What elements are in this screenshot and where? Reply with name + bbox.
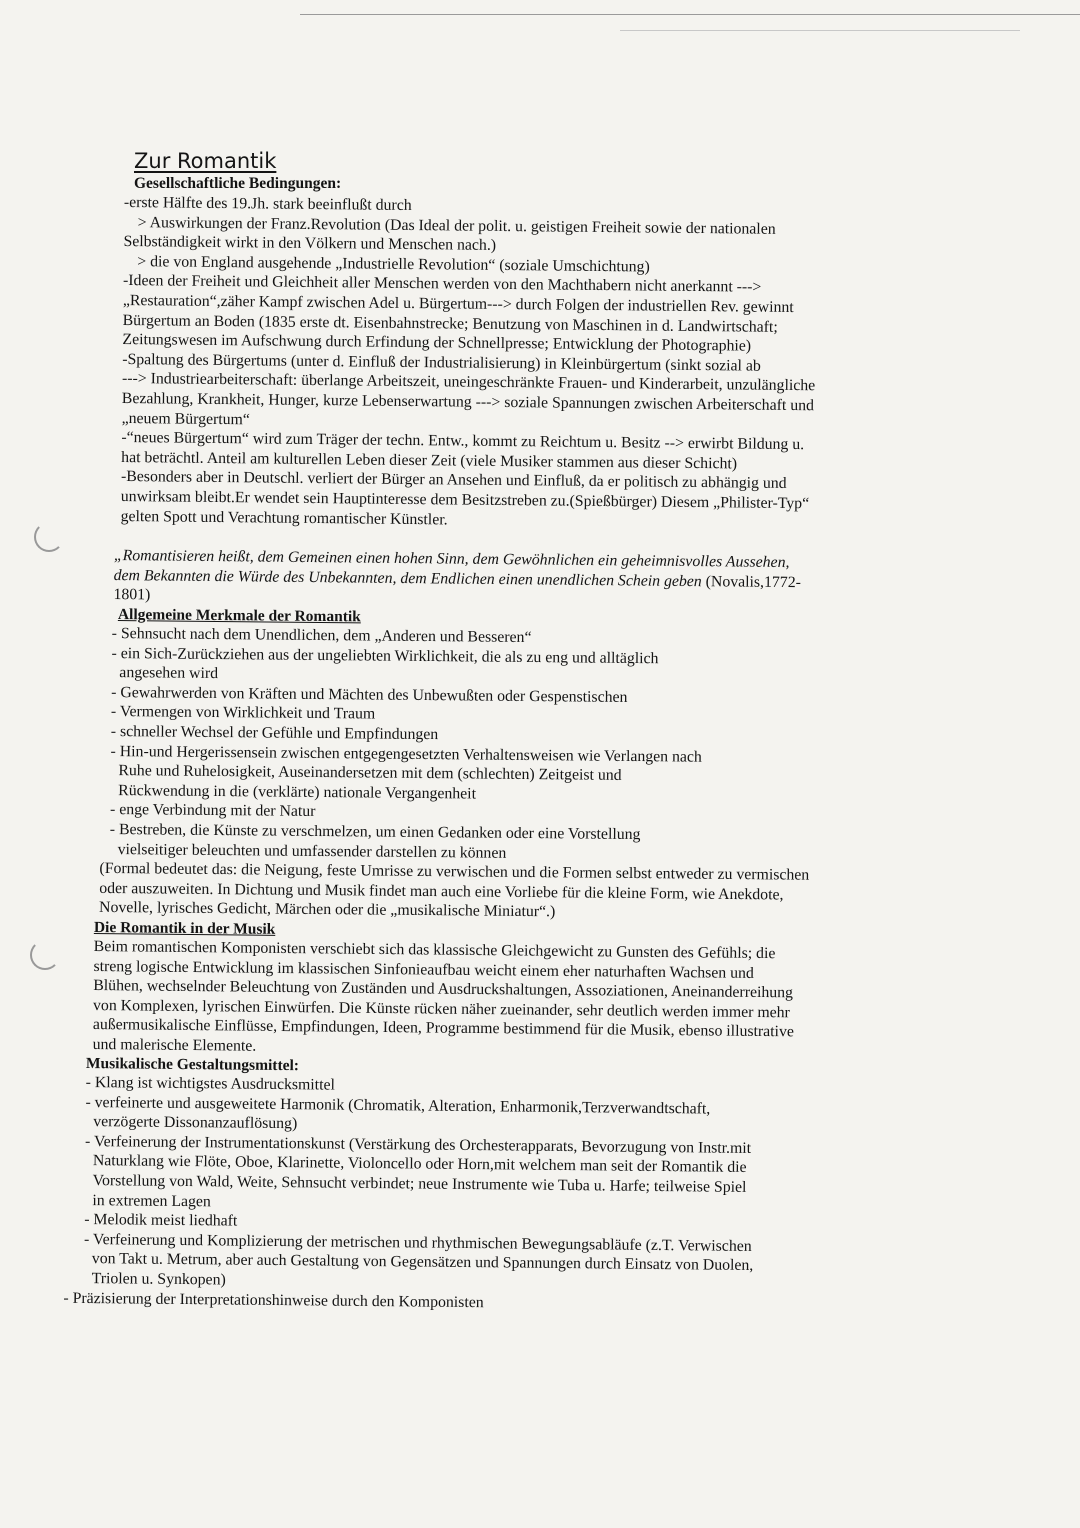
list-item: Ruhe und Ruhelosigkeit, Auseinandersetzen mit dem (schlechten) Zeitgeist und	[118, 762, 622, 784]
list-item: - enge Verbindung mit der Natur	[109, 801, 316, 821]
text-line: hat beträchtl. Anteil am kulturellen Leben dieser Zeit (viele Musiker stammen aus dieser Schicht)	[121, 448, 738, 473]
text-line: Bürgertum an Boden (1835 erste dt. Eisenbahnstrecke; Benutzung von Maschinen in d. Landwirtschaft;	[122, 311, 778, 336]
list-item: in extremen Lagen	[92, 1191, 211, 1211]
text-line: Beim romantischen Komponisten verschiebt sich das klassische Gleichgewicht zu Gunsten des Gefühls; die	[93, 937, 776, 962]
text-line: -Spaltung des Bürgertums (unter d. Einfluß der Industrialisierung) in Kleinbürgertum (sinkt sozial ab	[122, 350, 761, 375]
music-section	[93, 918, 952, 1064]
list-item: - Verfeinerung und Komplizierung der metrischen und rhythmischen Bewegungsabläufe (z.T. Verwischen	[83, 1231, 752, 1256]
text-line: -Ideen der Freiheit und Gleichheit aller Menschen werden von den Machthabern nicht anerkannt --->	[122, 272, 762, 297]
list-item: - Klang ist wichtigstes Ausdrucksmittel	[85, 1074, 335, 1094]
list-item: - ein Sich-Zurückziehen aus der ungeliebten Wirklichkeit, die als zu eng und alltäglich	[111, 644, 659, 667]
means-section	[63, 1054, 952, 1317]
text-line: und malerische Elemente.	[92, 1035, 257, 1055]
text-line: -erste Hälfte des 19.Jh. stark beeinflußt durch	[123, 193, 412, 215]
list-item: - Bestreben, die Künste zu verschmelzen, um einen Gedanken oder eine Vorstellung	[109, 820, 641, 843]
text-line: ---> Industriearbeiterschaft: überlange Arbeitszeit, uneingeschränkte Frauen- und Kinderarbeit, unzulängliche	[121, 370, 816, 395]
list-item: von Takt u. Metrum, aber auch Gestaltung von Gegensätzen und Spannungen durch Einsatz von Duolen,	[91, 1250, 754, 1275]
page-title: Zur Romantik	[134, 149, 277, 173]
quote-line: „Romantisieren heißt, dem Gemeinen einen hohen Sinn, dem Gewöhnlichen ein geheimnisvolles Aussehen,	[113, 547, 790, 572]
music-heading: Die Romantik in der Musik	[93, 918, 276, 938]
scan-edge-line	[620, 30, 1020, 31]
list-item: - Melodik meist liedhaft	[84, 1211, 238, 1231]
list-item: - Sehnsucht nach dem Unendlichen, dem „Anderen und Besseren“	[111, 624, 532, 646]
text-line: Selbständigkeit wirkt in den Völkern und Menschen nach.)	[123, 233, 497, 255]
text-line: > Auswirkungen der Franz.Revolution (Das Ideal der polit. u. geistigen Freiheit sowie der nationalen	[137, 213, 776, 238]
list-item: Naturklang wie Flöte, Oboe, Klarinette, Violoncello oder Horn,mit welchem man seit der Romantik die	[92, 1152, 747, 1177]
scan-edge-line	[300, 14, 1080, 15]
means-heading: Musikalische Gestaltungsmittel:	[85, 1055, 300, 1075]
list-item: - Präzisierung der Interpretationshinweise durch den Komponisten	[63, 1289, 484, 1312]
text-line: Blühen, wechselnder Beleuchtung von Zuständen und Ausdruckshaltungen, Assoziationen, Aneinanderreihung	[93, 976, 794, 1002]
text-line: oder auszuweiten. In Dichtung und Musik findet man auch eine Vorliebe für die kleine Form, wie Anekdote,	[99, 879, 784, 904]
text-line: „Restauration“,zäher Kampf zwischen Adel u. Bürgertum---> durch Folgen der industriellen Rev. gewinnt	[122, 291, 794, 316]
text-line: -“neues Bürgertum“ wird zum Träger der techn. Entw., kommt zu Reichtum u. Besitz --> erwirbt Bildung u.	[121, 429, 805, 454]
list-item: - Vermengen von Wirklichkeit und Traum	[110, 703, 376, 723]
quote-source: (Novalis,1772-	[705, 572, 802, 591]
text-line: Novelle, lyrisches Gedicht, Märchen oder die „musikalische Miniatur“.)	[99, 899, 556, 921]
quote-source-end: 1801)	[113, 586, 151, 604]
list-item: Vorstellung von Wald, Weite, Sehnsucht verbindet; neue Instrumente wie Tuba u. Harfe; teilweise Spiel	[92, 1172, 747, 1197]
text-line: streng logische Entwicklung im klassischen Sinfonieaufbau weicht einem eher naturhaften Wachsen und	[93, 957, 754, 982]
text-line: außermusikalische Einflüsse, Empfindungen, Ideen, Programme bestimmend für die Musik, ebenso illustrative	[92, 1016, 794, 1041]
text-line: Bezahlung, Krankheit, Hunger, kurze Lebenserwartung ---> soziale Spannungen zwischen Arbeiterschaft und	[121, 389, 815, 415]
novalis-quote	[113, 546, 952, 614]
features-section	[99, 605, 952, 926]
text-line: gelten Spott und Verachtung romantischer Künstler.	[120, 507, 448, 528]
list-item: - Verfeinerung der Instrumentationskunst (Verstärkung des Orchesterapparats, Bevorzugung von Instr.mit	[84, 1133, 752, 1158]
society-heading: Gesellschaftliche Bedingungen:	[134, 175, 342, 192]
punch-hole-mark	[34, 522, 64, 552]
punch-hole-mark	[30, 940, 60, 970]
list-item: - Hin-und Hergerissensein zwischen entgegengesetzten Verhaltensweisen wie Verlangen nach	[110, 742, 702, 766]
features-heading: Allgemeine Merkmale der Romantik	[117, 605, 361, 626]
quote-line: dem Bekannten die Würde des Unbekannten, dem Endlichen einen unendlichen Schein geben	[113, 566, 702, 590]
society-section	[121, 193, 952, 535]
list-item: - schneller Wechsel der Gefühle und Empfindungen	[110, 722, 439, 743]
text-line: > die von England ausgehende „Industrielle Revolution“ (soziale Umschichtung)	[137, 252, 650, 276]
text-line: von Komplexen, lyrischen Einwürfen. Die Künste rücken näher zueinander, sehr deutlich werden immer mehr	[92, 996, 790, 1021]
list-item: Rückwendung in die (verklärte) nationale Vergangenheit	[118, 781, 477, 803]
text-line: -Besonders aber in Deutschl. verliert der Bürger an Ansehen und Einfluß, da er politisch zu abhängig und	[120, 468, 787, 493]
text-line: Zeitungswesen im Aufschwung durch Erfindung der Schnellpresse; Entwicklung der Photographie)	[122, 331, 752, 355]
list-item: angesehen wird	[119, 664, 219, 683]
list-item: - verfeinerte und ausgeweitete Harmonik (Chromatik, Alteration, Enharmonik,Terzverwandtschaft,	[85, 1093, 711, 1118]
list-item: vielseitiger beleuchten und umfassender darstellen zu können	[117, 840, 507, 862]
list-item: verzögerte Dissonanzauflösung)	[93, 1113, 298, 1133]
text-line: unwirksam bleibt.Er wendet sein Hauptinteresse dem Besitzstreben zu.(Spießbürger) Diesem „Philister-Typ“	[120, 487, 810, 513]
list-item: - Gewahrwerden von Kräften und Mächten des Unbewußten oder Gespenstischen	[111, 683, 628, 706]
list-item: Triolen u. Synkopen)	[91, 1270, 226, 1289]
text-line: „neuem Bürgertum“	[121, 409, 250, 428]
document-page	[63, 148, 952, 1312]
text-line: (Formal bedeutet das: die Neigung, feste Umrisse zu verwischen und die Formen selbst entweder zu vermischen	[99, 859, 810, 884]
